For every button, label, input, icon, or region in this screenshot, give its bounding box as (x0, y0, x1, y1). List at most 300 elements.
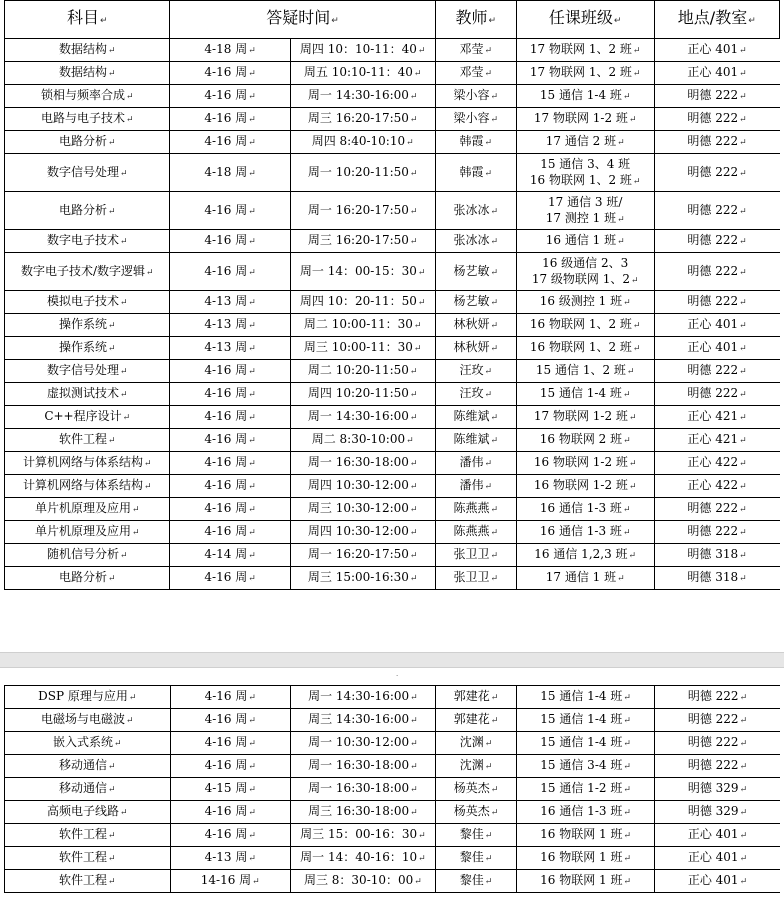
time-cell (290, 686, 435, 709)
time-cell (290, 62, 435, 85)
table-row (5, 154, 780, 192)
time-cell-text: 周三 14:30-16:00 ↵ (308, 712, 418, 726)
teacher-cell-text: 陈维斌 ↵ (453, 409, 498, 423)
table-row (5, 314, 780, 337)
table-row (5, 253, 780, 291)
weeks-cell (170, 230, 290, 253)
time-cell (290, 709, 435, 732)
room-cell-text: 明德 222 ↵ (688, 735, 747, 749)
classes-cell (516, 337, 654, 360)
teacher-cell-text: 陈维斌 ↵ (453, 432, 498, 446)
time-cell-text: 周一 14:30-16:00 ↵ (308, 689, 418, 703)
classes-cell (516, 253, 654, 291)
time-cell (290, 567, 435, 590)
room-cell (654, 131, 779, 154)
subject-cell-text: 电路分析 ↵ (59, 570, 116, 584)
teacher-cell-text: 黎佳 ↵ (460, 873, 493, 887)
weeks-cell (170, 429, 290, 452)
teacher-cell (435, 567, 516, 590)
room-cell-text: 明德 222 ↵ (687, 501, 746, 515)
subject-cell-text: 数据结构 ↵ (59, 65, 116, 79)
classes-cell (516, 406, 654, 429)
teacher-cell-text: 杨艺敏 ↵ (453, 264, 498, 278)
classes-cell (517, 801, 655, 824)
table-row (5, 131, 780, 154)
subject-cell (5, 709, 171, 732)
header-teacher: 教师 ↵ (435, 1, 516, 39)
header-room: 地点/教室 ↵ (654, 1, 779, 39)
class-line: 16 通信 1 班 ↵ (519, 232, 652, 250)
weeks-cell-text: 4-16 周 ↵ (204, 203, 255, 217)
subject-cell-text: 软件工程 ↵ (59, 873, 116, 887)
subject-cell (5, 732, 171, 755)
table-row (5, 192, 780, 230)
time-cell-text: 周一 16:30-18:00 ↵ (308, 781, 418, 795)
subject-cell-text: 操作系统 ↵ (59, 317, 116, 331)
time-cell (290, 253, 435, 291)
weeks-cell-text: 4-16 周 ↵ (205, 827, 256, 841)
subject-cell (5, 192, 170, 230)
time-cell (290, 85, 435, 108)
room-cell-text: 明德 222 ↵ (687, 165, 746, 179)
room-cell (654, 337, 779, 360)
teacher-cell (435, 85, 516, 108)
classes-cell (516, 39, 654, 62)
teacher-cell (435, 108, 516, 131)
table-row (5, 709, 781, 732)
teacher-cell (435, 521, 516, 544)
classes-cell (516, 429, 654, 452)
classes-cell (517, 778, 655, 801)
table-row (5, 686, 781, 709)
class-line: 16 通信 1-3 班 ↵ (519, 500, 652, 518)
room-cell (654, 567, 779, 590)
room-cell (654, 709, 780, 732)
weeks-cell (170, 498, 290, 521)
room-cell-text: 明德 222 ↵ (687, 134, 746, 148)
class-line: 15 通信 1-4 班 ↵ (519, 87, 652, 105)
weeks-cell-text: 4-13 周 ↵ (204, 340, 255, 354)
teacher-cell-text: 陈燕燕 ↵ (453, 501, 498, 515)
subject-cell (5, 452, 170, 475)
weeks-cell (170, 709, 290, 732)
subject-cell-text: 单片机原理及应用 ↵ (35, 501, 140, 515)
teacher-cell-text: 潘伟 ↵ (459, 478, 492, 492)
room-cell (654, 870, 780, 893)
room-cell-text: 正心 401 ↵ (688, 850, 747, 864)
classes-cell (517, 686, 655, 709)
classes-cell (517, 824, 655, 847)
subject-cell (5, 360, 170, 383)
time-cell (290, 870, 435, 893)
teacher-cell-text: 汪玫 ↵ (459, 363, 492, 377)
subject-cell (5, 62, 170, 85)
room-cell (654, 154, 779, 192)
table-row (5, 62, 780, 85)
room-cell (654, 230, 779, 253)
teacher-cell (435, 824, 516, 847)
time-cell (290, 732, 435, 755)
teacher-cell-text: 潘伟 ↵ (459, 455, 492, 469)
schedule-table-1 (4, 0, 780, 590)
teacher-cell (435, 154, 516, 192)
subject-cell (5, 406, 170, 429)
subject-cell (5, 567, 170, 590)
table-row (5, 778, 781, 801)
table-row (5, 801, 781, 824)
teacher-cell-text: 张卫卫 ↵ (453, 547, 498, 561)
weeks-cell-text: 4-16 周 ↵ (204, 134, 255, 148)
class-line: 16 物联网 1、2 班 ↵ (519, 172, 652, 190)
room-cell (654, 452, 779, 475)
weeks-cell-text: 4-13 周 ↵ (204, 317, 255, 331)
subject-cell (5, 39, 170, 62)
room-cell (654, 85, 779, 108)
subject-cell-text: 嵌入式系统 ↵ (53, 735, 122, 749)
time-cell-text: 周二 8:30-10:00 ↵ (312, 432, 414, 446)
weeks-cell-text: 4-13 周 ↵ (204, 294, 255, 308)
teacher-cell-text: 汪玫 ↵ (459, 386, 492, 400)
subject-cell (5, 253, 170, 291)
table-row (5, 870, 781, 893)
room-cell (654, 732, 780, 755)
class-line: 17 通信 1 班 ↵ (519, 569, 652, 587)
teacher-cell-text: 张卫卫 ↵ (453, 570, 498, 584)
teacher-cell-text: 邓莹 ↵ (459, 65, 492, 79)
teacher-cell-text: 杨英杰 ↵ (454, 781, 499, 795)
subject-cell (5, 498, 170, 521)
class-line: 16 物联网 1、2 班 ↵ (519, 339, 652, 357)
weeks-cell-text: 4-16 周 ↵ (205, 758, 256, 772)
time-cell-text: 周五 10:10-11：40 ↵ (304, 65, 422, 79)
class-line: 16 物联网 1-2 班 ↵ (519, 477, 652, 495)
room-cell-text: 明德 318 ↵ (687, 570, 746, 584)
subject-cell (5, 108, 170, 131)
class-line: 17 物联网 1-2 班 ↵ (519, 408, 652, 426)
weeks-cell (170, 39, 290, 62)
weeks-cell (170, 360, 290, 383)
time-cell-text: 周一 10:20-11:50 ↵ (308, 165, 418, 179)
classes-cell (516, 314, 654, 337)
teacher-cell-text: 韩霞 ↵ (459, 134, 492, 148)
table-row (5, 429, 780, 452)
table-row (5, 85, 780, 108)
subject-cell-text: 软件工程 ↵ (59, 827, 116, 841)
room-cell (654, 108, 779, 131)
time-cell-text: 周三 15:00-16:30 ↵ (308, 570, 418, 584)
classes-cell (516, 230, 654, 253)
room-cell (654, 429, 779, 452)
subject-cell-text: 移动通信 ↵ (59, 781, 116, 795)
time-cell-text: 周一 14：40-16：10 ↵ (300, 850, 426, 864)
classes-cell (517, 870, 655, 893)
subject-cell-text: 电路与电子技术 ↵ (41, 111, 134, 125)
time-cell-text: 周一 14:30-16:00 ↵ (308, 88, 418, 102)
class-line: 15 通信 1-4 班 ↵ (519, 688, 652, 706)
weeks-cell-text: 4-16 周 ↵ (204, 570, 255, 584)
teacher-cell-text: 郭建花 ↵ (454, 689, 499, 703)
weeks-cell (170, 62, 290, 85)
weeks-cell (170, 778, 290, 801)
room-cell-text: 明德 329 ↵ (688, 781, 747, 795)
weeks-cell (170, 337, 290, 360)
weeks-cell-text: 4-16 周 ↵ (204, 432, 255, 446)
teacher-cell (435, 732, 516, 755)
subject-cell-text: 数字信号处理 ↵ (47, 363, 128, 377)
weeks-cell-text: 4-16 周 ↵ (205, 735, 256, 749)
subject-cell-text: 单片机原理及应用 ↵ (35, 524, 140, 538)
room-cell (654, 192, 779, 230)
weeks-cell-text: 4-16 周 ↵ (205, 804, 256, 818)
classes-cell (516, 154, 654, 192)
class-line: 16 通信 1,2,3 班 ↵ (519, 546, 652, 564)
room-cell-text: 明德 222 ↵ (688, 689, 747, 703)
classes-cell (517, 732, 655, 755)
teacher-cell (435, 383, 516, 406)
time-cell-text: 周一 16:20-17:50 ↵ (308, 547, 418, 561)
table-row (5, 755, 781, 778)
table-row (5, 406, 780, 429)
teacher-cell (435, 498, 516, 521)
time-cell (290, 429, 435, 452)
weeks-cell-text: 4-14 周 ↵ (204, 547, 255, 561)
teacher-cell (435, 253, 516, 291)
class-line: 16 物联网 1-2 班 ↵ (519, 454, 652, 472)
classes-cell (516, 567, 654, 590)
teacher-cell-text: 杨艺敏 ↵ (453, 294, 498, 308)
subject-cell-text: C++程序设计 ↵ (44, 409, 130, 423)
teacher-cell (435, 230, 516, 253)
room-cell-text: 明德 318 ↵ (687, 547, 746, 561)
teacher-cell (435, 131, 516, 154)
header-row (5, 1, 780, 39)
time-cell (290, 314, 435, 337)
time-cell (290, 337, 435, 360)
table-row (5, 230, 780, 253)
classes-cell (516, 475, 654, 498)
time-cell (290, 544, 435, 567)
subject-cell-text: 电路分析 ↵ (59, 134, 116, 148)
room-cell-text: 明德 329 ↵ (688, 804, 747, 818)
class-line: 15 通信 3、4 班 (540, 156, 631, 171)
class-line: 17 通信 3 班/ (547, 194, 623, 209)
time-cell-text: 周一 14：00-15：30 ↵ (300, 264, 426, 278)
classes-cell (517, 755, 655, 778)
table-row (5, 383, 780, 406)
subject-cell-text: 高频电子线路 ↵ (47, 804, 128, 818)
weeks-cell (170, 452, 290, 475)
teacher-cell-text: 黎佳 ↵ (460, 827, 493, 841)
weeks-cell-text: 4-16 周 ↵ (205, 712, 256, 726)
subject-cell-text: 数字电子技术/数字逻辑 ↵ (21, 264, 154, 278)
teacher-cell (435, 801, 516, 824)
room-cell (654, 755, 780, 778)
time-cell (290, 131, 435, 154)
time-cell (290, 360, 435, 383)
header-classes: 任课班级 ↵ (516, 1, 654, 39)
classes-cell (516, 452, 654, 475)
classes-cell (516, 498, 654, 521)
weeks-cell-text: 4-16 周 ↵ (204, 264, 255, 278)
class-line: 17 物联网 1、2 班 ↵ (519, 41, 652, 59)
table-row (5, 732, 781, 755)
teacher-cell (435, 778, 516, 801)
subject-cell (5, 131, 170, 154)
room-cell (654, 253, 779, 291)
subject-cell-text: 操作系统 ↵ (59, 340, 116, 354)
room-cell (654, 383, 779, 406)
room-cell-text: 正心 421 ↵ (687, 409, 746, 423)
teacher-cell (435, 314, 516, 337)
subject-cell-text: 软件工程 ↵ (59, 850, 116, 864)
subject-cell (5, 230, 170, 253)
weeks-cell-text: 4-16 周 ↵ (204, 363, 255, 377)
class-line: 16 级测控 1 班 ↵ (519, 293, 652, 311)
weeks-cell-text: 4-16 周 ↵ (204, 455, 255, 469)
class-line: 16 级通信 2、3 (542, 255, 629, 270)
room-cell-text: 正心 401 ↵ (687, 340, 746, 354)
teacher-cell (435, 452, 516, 475)
teacher-cell-text: 郭建花 ↵ (454, 712, 499, 726)
teacher-cell-text: 张冰冰 ↵ (453, 203, 498, 217)
weeks-cell (170, 801, 290, 824)
room-cell-text: 明德 222 ↵ (687, 88, 746, 102)
weeks-cell (170, 85, 290, 108)
paragraph-mark: . (396, 670, 399, 678)
class-line: 16 通信 1-3 班 ↵ (519, 523, 652, 541)
subject-cell (5, 314, 170, 337)
weeks-cell (170, 686, 290, 709)
subject-cell-text: 锁相与频率合成 ↵ (41, 88, 134, 102)
time-cell (290, 39, 435, 62)
subject-cell (5, 847, 171, 870)
room-cell-text: 正心 401 ↵ (687, 317, 746, 331)
room-cell (654, 778, 780, 801)
time-cell-text: 周三 10:00-11：30 ↵ (304, 340, 422, 354)
subject-cell (5, 544, 170, 567)
classes-cell (516, 521, 654, 544)
teacher-cell-text: 沈渊 ↵ (460, 735, 493, 749)
weeks-cell-text: 4-16 周 ↵ (204, 478, 255, 492)
classes-cell (517, 847, 655, 870)
room-cell-text: 明德 222 ↵ (687, 264, 746, 278)
class-line: 17 物联网 1-2 班 ↵ (519, 110, 652, 128)
teacher-cell (435, 39, 516, 62)
class-line: 15 通信 1-2 班 ↵ (519, 780, 652, 798)
subject-cell-text: 计算机网络与体系结构 ↵ (23, 455, 152, 469)
subject-cell (5, 824, 171, 847)
teacher-cell (435, 870, 516, 893)
time-cell (290, 192, 435, 230)
weeks-cell-text: 4-16 周 ↵ (204, 88, 255, 102)
subject-cell-text: 模拟电子技术 ↵ (47, 294, 128, 308)
room-cell-text: 正心 422 ↵ (687, 455, 746, 469)
classes-cell (516, 383, 654, 406)
time-cell-text: 周一 14:30-16:00 ↵ (308, 409, 418, 423)
classes-cell (516, 192, 654, 230)
time-cell (290, 383, 435, 406)
teacher-cell-text: 韩霞 ↵ (459, 165, 492, 179)
weeks-cell-text: 14-16 周 ↵ (201, 873, 260, 887)
weeks-cell-text: 4-16 周 ↵ (204, 501, 255, 515)
time-cell-text: 周三 16:30-18:00 ↵ (308, 804, 418, 818)
room-cell-text: 明德 222 ↵ (687, 233, 746, 247)
room-cell (654, 39, 779, 62)
time-cell-text: 周一 16:20-17:50 ↵ (308, 203, 418, 217)
time-cell-text: 周四 8:40-10:10 ↵ (312, 134, 414, 148)
subject-cell (5, 686, 171, 709)
class-line: 17 级物联网 1、2 ↵ (519, 271, 652, 289)
weeks-cell (170, 475, 290, 498)
teacher-cell-text: 沈渊 ↵ (460, 758, 493, 772)
subject-cell-text: 数字电子技术 ↵ (47, 233, 128, 247)
weeks-cell (170, 544, 290, 567)
teacher-cell (435, 62, 516, 85)
room-cell (654, 686, 780, 709)
weeks-cell-text: 4-16 周 ↵ (204, 386, 255, 400)
room-cell (654, 498, 779, 521)
room-cell-text: 正心 401 ↵ (688, 873, 747, 887)
table-row (5, 567, 780, 590)
class-line: 16 物联网 2 班 ↵ (519, 431, 652, 449)
time-cell (290, 801, 435, 824)
room-cell (654, 360, 779, 383)
room-cell-text: 正心 421 ↵ (687, 432, 746, 446)
teacher-cell-text: 杨英杰 ↵ (454, 804, 499, 818)
class-line: 15 通信 1-4 班 ↵ (519, 385, 652, 403)
teacher-cell-text: 张冰冰 ↵ (453, 233, 498, 247)
time-cell-text: 周四 10：10-11：40 ↵ (300, 42, 426, 56)
subject-cell-text: 数字信号处理 ↵ (47, 165, 128, 179)
room-cell (654, 544, 779, 567)
subject-cell (5, 801, 171, 824)
weeks-cell (170, 847, 290, 870)
time-cell (290, 108, 435, 131)
room-cell (654, 62, 779, 85)
teacher-cell (435, 709, 516, 732)
subject-cell-text: DSP 原理与应用 ↵ (38, 689, 136, 703)
weeks-cell (170, 154, 290, 192)
time-cell (290, 755, 435, 778)
weeks-cell-text: 4-16 周 ↵ (204, 111, 255, 125)
class-line: 16 物联网 1 班 ↵ (519, 826, 652, 844)
time-cell-text: 周四 10:20-11:50 ↵ (308, 386, 418, 400)
room-cell-text: 正心 401 ↵ (687, 65, 746, 79)
room-cell-text: 正心 401 ↵ (687, 42, 746, 56)
time-cell (290, 406, 435, 429)
header-time: 答疑时间 ↵ (170, 1, 435, 39)
subject-cell (5, 154, 170, 192)
subject-cell (5, 521, 170, 544)
time-cell-text: 周三 10:30-12:00 ↵ (308, 501, 418, 515)
weeks-cell (170, 314, 290, 337)
classes-cell (516, 85, 654, 108)
room-cell-text: 明德 222 ↵ (688, 758, 747, 772)
teacher-cell-text: 陈燕燕 ↵ (453, 524, 498, 538)
time-cell (290, 475, 435, 498)
weeks-cell (170, 192, 290, 230)
page-break (0, 652, 784, 668)
time-cell-text: 周二 10:00-11：30 ↵ (304, 317, 422, 331)
weeks-cell (170, 824, 290, 847)
subject-cell (5, 429, 170, 452)
room-cell (654, 314, 779, 337)
room-cell (654, 521, 779, 544)
classes-cell (516, 291, 654, 314)
time-cell-text: 周三 16:20-17:50 ↵ (308, 233, 418, 247)
time-cell (290, 230, 435, 253)
time-cell (290, 154, 435, 192)
